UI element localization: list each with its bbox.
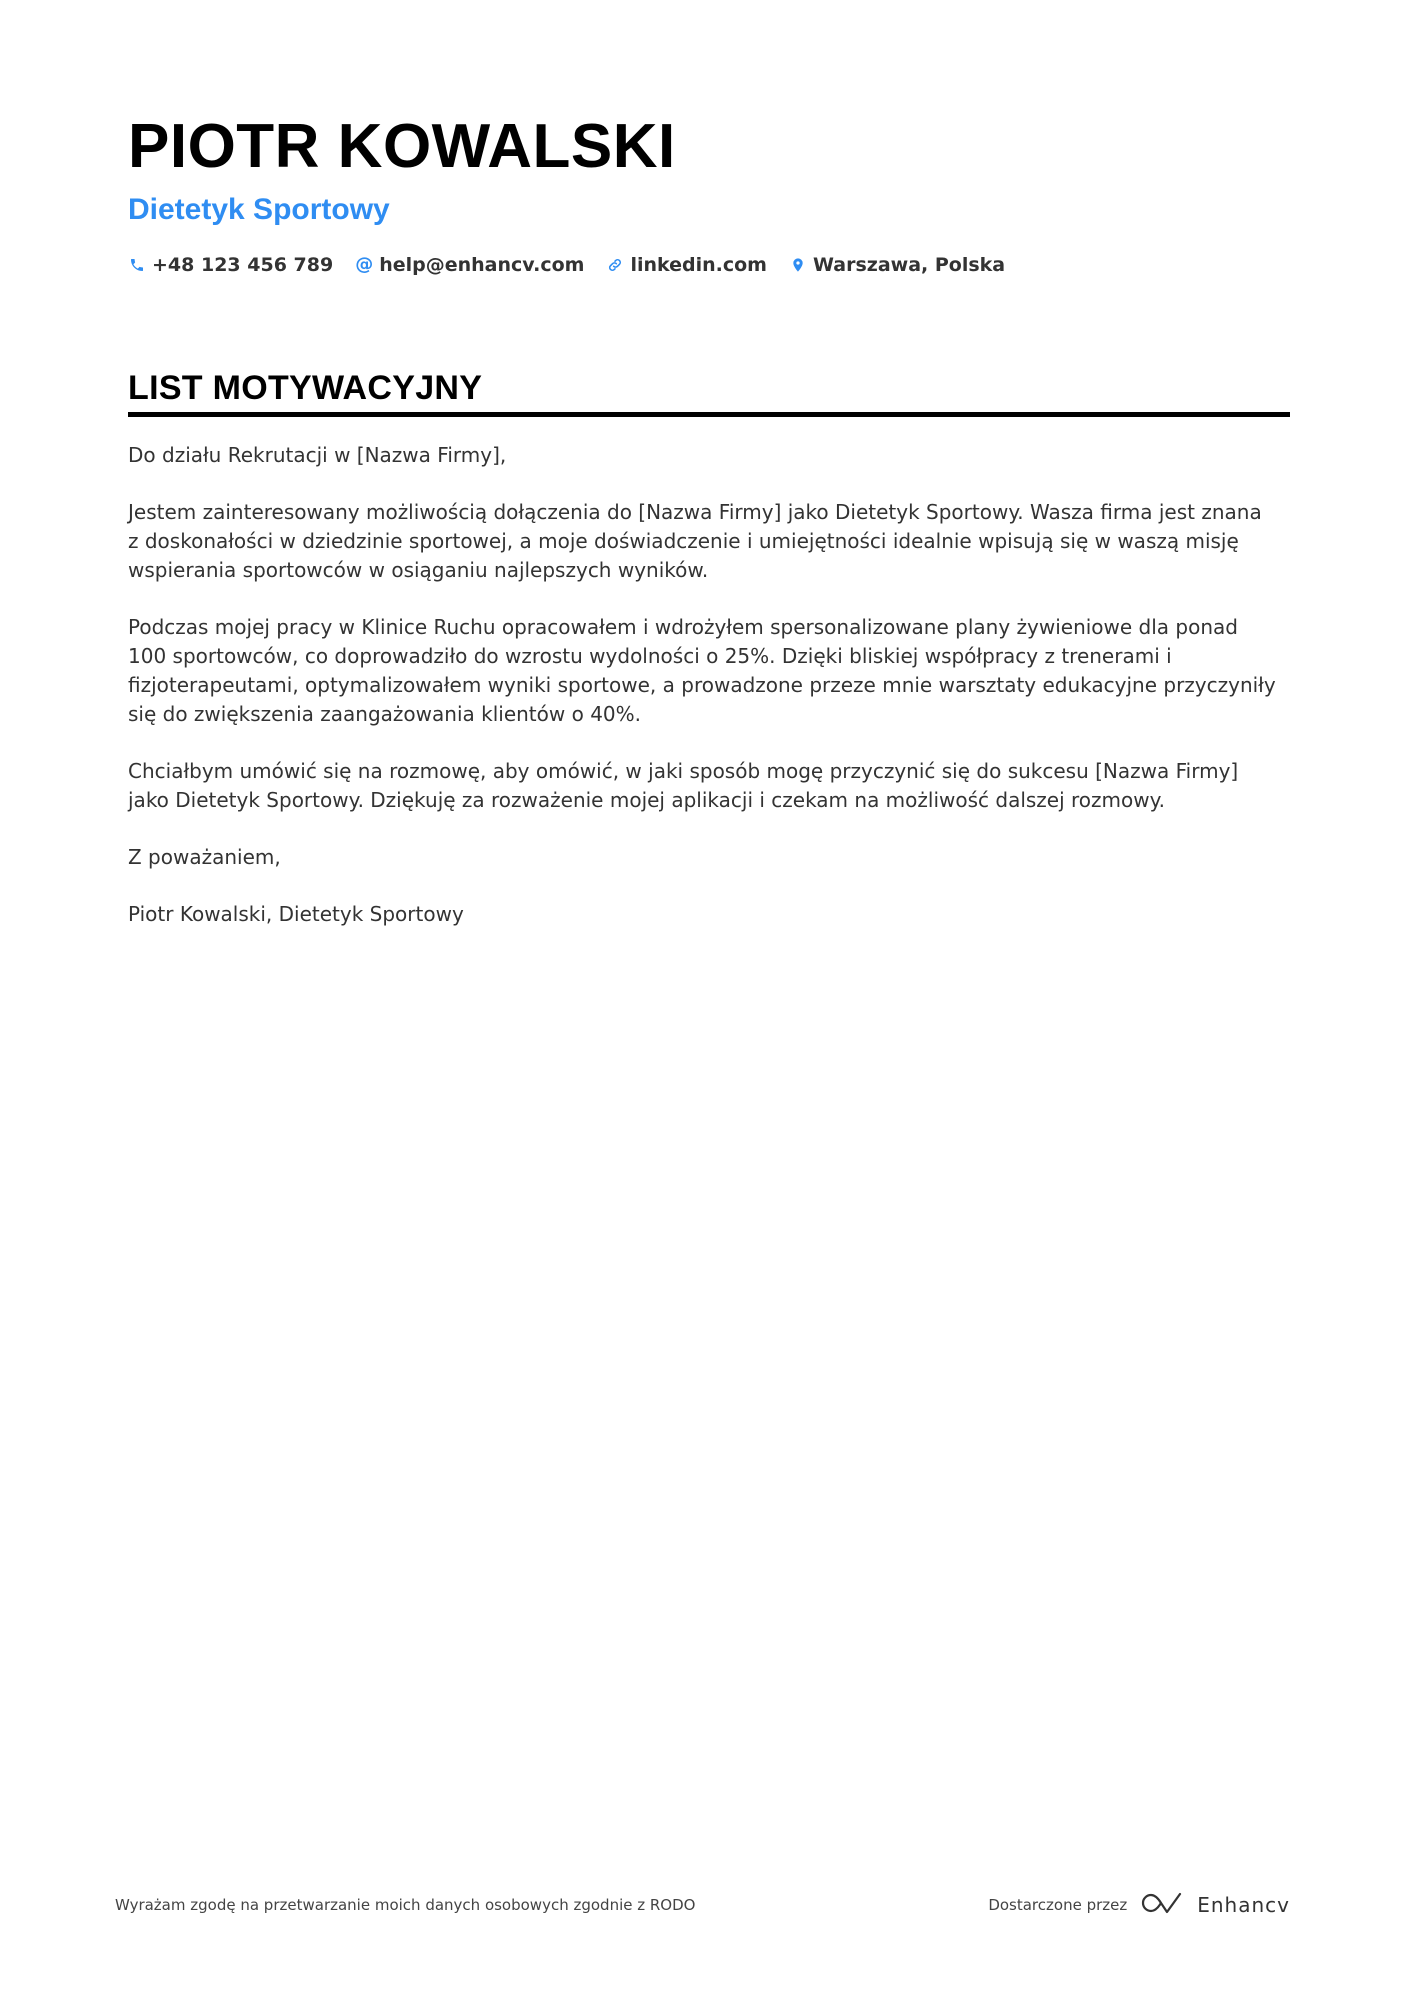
contact-website[interactable] [606,254,767,276]
footer [115,1890,1290,1930]
letter-paragraph: Jestem zainteresowany możliwością dołączenia do [Nazwa Firmy] jako Dietetyk Sportowy. Wasza firma jest znana z doskonałości w dziedzinie sportowej, a moje doświadczenie i umiejętności idealnie wpisują się w waszą misję wspierania sportowców w osiąganiu najlepszych wyników. [128,500,1262,582]
letter-paragraph: Chciałbym umówić się na rozmowę, aby omówić, w jaki sposób mogę przyczynić się do sukcesu [Nazwa Firmy] jako Dietetyk Sportowy. Dziękuję za rozważenie mojej aplikacji i czekam na możliwość dalszej rozmowy. [128,759,1239,812]
powered-by[interactable] [988,1890,1290,1920]
email-address[interactable]: help@enhancv.com [379,254,585,276]
letter-greeting: Do działu Rekrutacji w [Nazwa Firmy], [128,443,507,467]
link-icon [606,256,624,274]
candidate-name: PIOTR KOWALSKI [128,112,676,181]
gdpr-consent: Wyrażam zgodę na przetwarzanie moich danych osobowych zgodnie z RODO [115,1896,696,1914]
map-pin-icon [789,256,807,274]
powered-by-label: Dostarczone przez [988,1896,1128,1914]
header [128,110,1288,276]
at-sign-icon: @ [355,254,374,275]
brand-name: Enhancv [1197,1893,1290,1917]
job-title: Dietetyk Sportowy [128,193,390,226]
letter-signature: Piotr Kowalski, Dietetyk Sportowy [128,902,464,926]
cover-letter-section [128,368,1290,957]
location-text: Warszawa, Polska [812,254,1006,276]
letter-closing: Z poważaniem, [128,845,281,869]
contact-email[interactable] [355,254,584,276]
section-divider [128,412,1290,417]
contact-location [789,254,1005,276]
section-title: LIST MOTYWACYJNY [128,369,483,407]
phone-number: +48 123 456 789 [152,254,334,276]
letter-body [128,441,1278,929]
contact-phone [128,254,333,276]
website-link[interactable]: linkedin.com [630,254,767,276]
contact-bar [128,254,1288,276]
phone-icon [128,256,146,274]
enhancv-logo-icon [1139,1890,1197,1920]
letter-paragraph: Podczas mojej pracy w Klinice Ruchu opracowałem i wdrożyłem spersonalizowane plany żywieniowe dla ponad 100 sportowców, co doprowadziło do wzrostu wydolności o 25%. Dzięki bliskiej współpracy z trenerami i fizjoterapeutami, optymalizowałem wyniki sportowe, a prowadzone przeze mnie warsztaty edukacyjne przyczyniły się do zwiększenia zaangażowania klientów o 40%. [128,615,1276,726]
